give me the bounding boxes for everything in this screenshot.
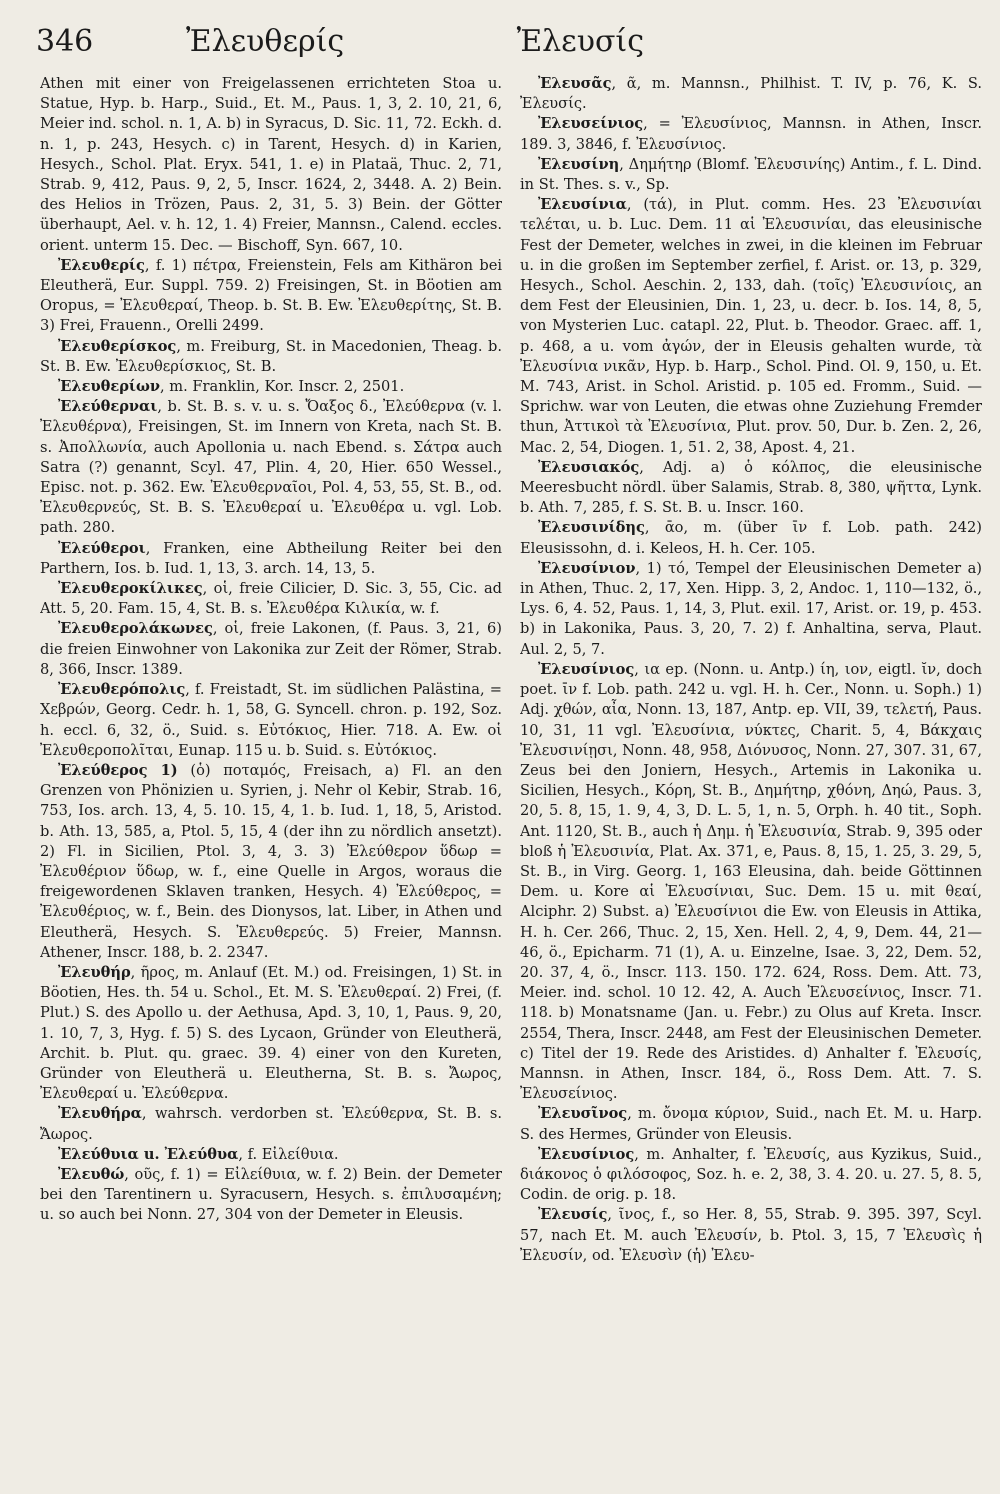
entry-headword: Ἐλευθερίς [58, 256, 145, 274]
entry-headword: Ἐλευσιακός [538, 458, 640, 476]
entry-headword: Ἐλευσίνη [538, 155, 620, 173]
text-columns [40, 74, 982, 1476]
entry-headword: Ἐλευθώ [58, 1165, 125, 1183]
entry-headword: Ἐλευθήρ [58, 963, 131, 981]
dictionary-entry: Ἐλευσίς, ῖνος, f., so Her. 8, 55, Strab. 9. 395. 397, Scyl. 57, nach Et. M. auch Ἐλευσίν, b. Ptol. 3, 15, 7 Ἐλευσὶς ἡ Ἐλευσίν, od. Ἐλευσὶν (ἡ) Ἐλευ- [520, 1206, 982, 1264]
dictionary-entry: Ἐλευσίνια, (τά), in Plut. comm. Hes. 23 Ἐλευσινίαι τελέται, u. b. Luc. Dem. 11 αἱ Ἐλευσινίαι, das eleusinische Fest der Demeter, welches in zwei, in die kleinen im Februar u. in die großen im September zerfiel, f. Arist. or. 13, p. 329, Hesych., Schol. Aeschin. 2, 133, dah. (τοῖς) Ἐλευσινίοις, an dem Fest der Eleusinien, Din. 1, 23, u. decr. b. Ios. 14, 8, 5, von Mysterien Luc. catapl. 22, Plut. b. Theodor. Graec. aff. 1, p. 468, a u. vom ἀγών, der in Eleusis gehalten wurde, τὰ Ἐλευσίνια νικᾶν, Hyp. b. Harp., Schol. Pind. Ol. 9, 150, u. Et. M. 743, Arist. in Schol. Aristid. p. 105 ed. Fromm., Suid. — Sprichw. war von Leuten, die etwas ohne Zuziehung Fremder thun, Ἀττικοὶ τὰ Ἐλευσίνια, Plut. prov. 50, Dur. b. Zen. 2, 26, Mac. 2, 54, Diogen. 1, 51. 2, 38, Apost. 4, 21. [520, 196, 982, 456]
entry-headword: Ἐλευθερίσκος [58, 337, 177, 355]
entry-headword: Ἐλευθήρα [58, 1105, 142, 1123]
dictionary-entry: Ἐλευσινίδης, ᾱο, m. (über ῑν f. Lob. path. 242) Eleusissohn, d. i. Keleos, H. h. Cer. 105. [520, 519, 982, 557]
dictionary-entry: Ἐλευσίνιον, 1) τό, Tempel der Eleusinischen Demeter a) in Athen, Thuc. 2, 17, Xen. Hipp. 3, 2, Andoc. 1, 110—132, ö., Lys. 6, 4. 52, Paus. 1, 14, 3, Plut. exil. 17, Arist. or. 19, p. 453. b) in Lakonika, Paus. 3, 20, 7. 2) f. Anhaltina, serva, Plaut. Aul. 2, 5, 7. [520, 559, 982, 658]
entry-headword: Ἐλευθεροκίλικες [58, 580, 203, 598]
dictionary-entry: Ἐλευσᾶς, ᾶ, m. Mannsn., Philhist. T. IV, p. 76, K. S. Ἐλευσίς. [520, 75, 982, 113]
left-column [40, 74, 502, 1476]
entry-headword: Ἐλευσίνιον [538, 559, 636, 577]
entry-headword: Ἐλεύθερναι [58, 398, 158, 416]
entry-headword: Ἐλεύθυια u. Ἐλεύθυα [58, 1145, 239, 1163]
dictionary-entry: Ἐλευσιακός, Adj. a) ὁ κόλπος, die eleusinische Meeresbucht nördl. über Salamis, Strab. 8, 380, ψῆττα, Lynk. b. Ath. 7, 285, f. S. St. B. u. Inscr. 160. [520, 458, 982, 517]
dictionary-entry: Ἐλευθερίς, f. 1) πέτρα, Freienstein, Fels am Kithäron bei Eleutherä, Eur. Suppl. 759. 2) Freisingen, St. in Böotien am Oropus, = Ἐλευθεραί, Theop. b. St. B. Ew. Ἐλευθερίτης, St. B. 3) Frei, Frauenn., Orelli 2499. [40, 256, 502, 335]
entry-headword: Ἐλευσίς [538, 1206, 608, 1224]
dictionary-entry: Ἐλεύθεροι, Franken, eine Abtheilung Reiter bei den Parthern, Ios. b. Iud. 1, 13, 3. arch. 14, 13, 5. [40, 539, 502, 577]
dictionary-entry: Ἐλεύθερος 1) (ὁ) ποταμός, Freisach, a) Fl. an den Grenzen von Phönizien u. Syrien, j. Nehr ol Kebir, Strab. 16, 753, Ios. arch. 13, 4, 5. 10. 15, 4, 1. b. Iud. 1, 18, 5, Aristod. b. Ath. 13, 585, a, Ptol. 5, 15, 4 (der ihn zu nördlich ansetzt). 2) Fl. in Sicilien, Ptol. 3, 4, 3. 3) Ἐλεύθερον ὕδωρ = Ἐλευθέριον ὕδωρ, w. f., eine Quelle in Argos, woraus die freigewordenen Sklaven tranken, Hesych. 4) Ἐλεύθερος, = Ἐλευθέριος, w. f., Bein. des Dionysos, lat. Liber, in Athen und Eleutherä, Hesych. S. Ἐλευθερεύς. 5) Freier, Mannsn. Athener, Inscr. 188, b. 2. 2347. [40, 761, 502, 961]
entry-headword: Ἐλεύθερος 1) [58, 761, 178, 779]
dictionary-entry: Ἐλευσείνιος, = Ἐλευσίνιος, Mannsn. in Athen, Inscr. 189. 3, 3846, f. Ἐλευσίνιος. [520, 115, 982, 153]
right-running-headword: Ἐλευσίς [516, 24, 644, 59]
dictionary-entry: Ἐλευθερίων, m. Franklin, Kor. Inscr. 2, 2501. [58, 378, 405, 396]
dictionary-entry: Ἐλευσίνιος, m. Anhalter, f. Ἐλευσίς, aus Kyzikus, Suid., διάκονος ὁ φιλόσοφος, Soz. h. e. 2, 38, 3. 4. 20. u. 27. 5, 8. 5, Codin. de orig. p. 18. [520, 1145, 982, 1204]
entry-headword: Ἐλεύθεροι [58, 539, 146, 557]
dictionary-entry: Ἐλευσίνιος, ια ep. (Nonn. u. Antp.) ίη, ιον, eigtl. ῐν, doch poet. ῑν f. Lob. path. 242 u. vgl. H. h. Cer., Nonn. u. Soph.) 1) Adj. χθών, αἶα, Nonn. 13, 187, Antp. ep. VII, 39, τελετή, Paus. 10, 31, 11 vgl. Ἐλευσίνια, νύκτες, Charit. 5, 4, Βάκχαις Ἐλευσινίῃσι, Nonn. 48, 958, Διόνυσος, Nonn. 27, 307. 31, 67, Zeus bei den Joniern, Hesych., Artemis in Lakonika u. Sicilien, Hesych., Κόρη, St. B., Δημήτηρ, χθόνη, Δηώ, Paus. 3, 20, 5. 8, 15, 1. 9, 4, 3, D. L. 5, 1, n. 5, Orph. h. 40 tit., Soph. Ant. 1120, St. B., auch ἡ Δημ. ἡ Ἐλευσινία, Strab. 9, 395 oder bloß ἡ Ἐλευσινία, Plat. Ax. 371, e, Paus. 8, 15, 1. 25, 3. 29, 5, St. B., in Virg. Georg. 1, 163 Eleusina, dah. beide Göttinnen Dem. u. Kore αἱ Ἐλευσίνιαι, Suc. Dem. 15 u. mit θεαί, Alciphr. 2) Subst. a) Ἐλευσίνιοι die Ew. von Eleusis in Attika, H. h. Cer. 266, Thuc. 2, 15, Xen. Hell. 2, 4, 9, Dem. 44, 21—46, ö., Epicharm. 71 (1), A. u. Einzelne, Isae. 3, 22, Dem. 52, 20. 37, 4, ö., Inscr. 113. 150. 172. 624, Ross. Dem. Att. 73, Meier. ind. schol. 10 12. 42, A. Auch Ἐλευσείνιος, Inscr. 71. 118. b) Monatsname (Jan. u. Febr.) zu Olus auf Kreta. Inscr. 2554, Thera, Inscr. 2448, am Fest der Eleusinischen Demeter. c) Titel der 19. Rede des Aristides. d) Anhalter f. Ἐλευσίς, Mannsn. in Athen, Inscr. 184, ö., Ross Dem. Att. 7. S. Ἐλευσείνιος. [520, 660, 982, 1103]
dictionary-entry: Ἐλευθήρ, ῆρος, m. Anlauf (Et. M.) od. Freisingen, 1) St. in Böotien, Hes. th. 54 u. Schol., Et. M. S. Ἐλευθεραί. 2) Frei, (f. Plut.) S. des Apollo u. der Aethusa, Apd. 3, 10, 1, Paus. 9, 20, 1. 10, 7, 3, Hyg. f. 5) S. des Lycaon, Gründer von Eleutherä, Archit. b. Plut. qu. graec. 39. 4) einer von den Kureten, Gründer von Eleutherä u. Eleutherna, St. B. s. Ἄωρος, Ἐλευθεραί u. Ἐλεύθερνα. [40, 963, 502, 1103]
dictionary-entry: Ἐλευθερόπολις, f. Freistadt, St. im südlichen Palästina, = Χεβρών, Georg. Cedr. h. 1, 58, G. Syncell. chron. p. 192, Soz. h. eccl. 6, 32, ö., Suid. s. Εὐτόκιος, Hier. 718. A. Ew. οἱ Ἐλευθεροπολῖται, Eunap. 115 u. b. Suid. s. Εὐτόκιος. [40, 681, 502, 759]
dictionary-entry: Ἐλευθερολάκωνες, οἱ, freie Lakonen, (f. Paus. 3, 21, 6) die freien Einwohner von Lakonika zur Zeit der Römer, Strab. 8, 366, Inscr. 1389. [40, 620, 502, 678]
entry-headword: Ἐλευσᾶς [538, 75, 612, 92]
dictionary-entry: Ἐλευθερίσκος, m. Freiburg, St. in Macedonien, Theag. b. St. B. Ew. Ἐλευθερίσκιος, St. B. [40, 337, 502, 375]
entry-headword: Ἐλευσίνια [538, 196, 627, 214]
dictionary-entry: Ἐλεύθερναι, b. St. B. s. v. u. s. Ὄαξος δ., Ἐλεύθερνα (v. l. Ἐλευθέρνα), Freisingen, St. im Innern von Kreta, nach St. B. s. Ἀπολλωνία, auch Apollonia u. nach Ebend. s. Σάτρα auch Satra (?) genannt, Scyl. 47, Plin. 4, 20, Hier. 650 Wessel., Episc. not. p. 362. Ew. Ἐλευθερναῖοι, Pol. 4, 53, 55, St. B., od. Ἐλευθερνεύς, St. B. S. Ἐλευθεραί u. Ἐλευθέρα u. vgl. Lob. path. 280. [40, 398, 502, 537]
right-column [520, 74, 982, 1476]
page-header [36, 22, 964, 66]
dictionary-entry: Ἐλευθήρα, wahrsch. verdorben st. Ἐλεύθερνα, St. B. s. Ἄωρος. [40, 1105, 502, 1143]
entry-headword: Ἐλευσῖνος [538, 1105, 628, 1123]
dictionary-entry: Ἐλευθώ, οῦς, f. 1) = Εἰλείθυια, w. f. 2) Bein. der Demeter bei den Tarentinern u. Syracusern, Hesych. s. ἐπιλυσαμένη; u. so auch bei Nonn. 27, 304 von der Demeter in Eleusis. [40, 1165, 502, 1224]
entry-headword: Ἐλευθερόπολις [58, 681, 186, 699]
dictionary-entry: Ἐλεύθυια u. Ἐλεύθυα, f. Εἰλείθυια. [58, 1145, 339, 1163]
dictionary-entry: Ἐλευσίνη, Δημήτηρ (Blomf. Ἐλευσινίης) Antim., f. L. Dind. in St. Thes. s. v., Sp. [520, 155, 982, 194]
entry-headword: Ἐλευσίνιος [538, 1145, 635, 1163]
entry-headword: Ἐλευσείνιος [538, 115, 644, 133]
entry-headword: Ἐλευσινίδης [538, 519, 645, 537]
entry-headword: Ἐλευθερολάκωνες [58, 620, 213, 638]
left-running-headword: Ἐλευθερίς [186, 24, 345, 59]
dictionary-entry: Ἐλευθεροκίλικες, οἱ, freie Cilicier, D. Sic. 3, 55, Cic. ad Att. 5, 20. Fam. 15, 4, St. B. s. Ἐλευθέρα Κιλικία, w. f. [40, 580, 502, 618]
entry-headword: Ἐλευσίνιος [538, 660, 635, 678]
entry-headword: Ἐλευθερίων [58, 378, 161, 396]
dictionary-entry: Ἐλευσῖνος, m. ὄνομα κύριον, Suid., nach Et. M. u. Harp. S. des Hermes, Gründer von Eleusis. [520, 1105, 982, 1143]
dictionary-entry: Athen mit einer von Freigelassenen errichteten Stoa u. Statue, Hyp. b. Harp., Suid., Et. M., Paus. 1, 3, 2. 10, 21, 6, Meier ind. schol. n. 1, A. b) in Syracus, D. Sic. 11, 72. Eckh. d. n. 1, p. 243, Hesych. c) in Tarent, Hesych. d) in Karien, Hesych., Schol. Plat. Eryx. 541, 1. e) in Plataä, Thuc. 2, 71, Strab. 9, 412, Paus. 9, 2, 5, Inscr. 1624, 2, 3448. A. 2) Bein. des Helios in Trözen, Paus. 2, 31, 5. 3) Bein. der Götter überhaupt, Ael. v. h. 12, 1. 4) Freier, Mannsn., Calend. eccles. orient. unterm 15. Dec. — Bischoff, Syn. 667, 10. [40, 75, 502, 254]
page-number: 346 [36, 24, 94, 59]
